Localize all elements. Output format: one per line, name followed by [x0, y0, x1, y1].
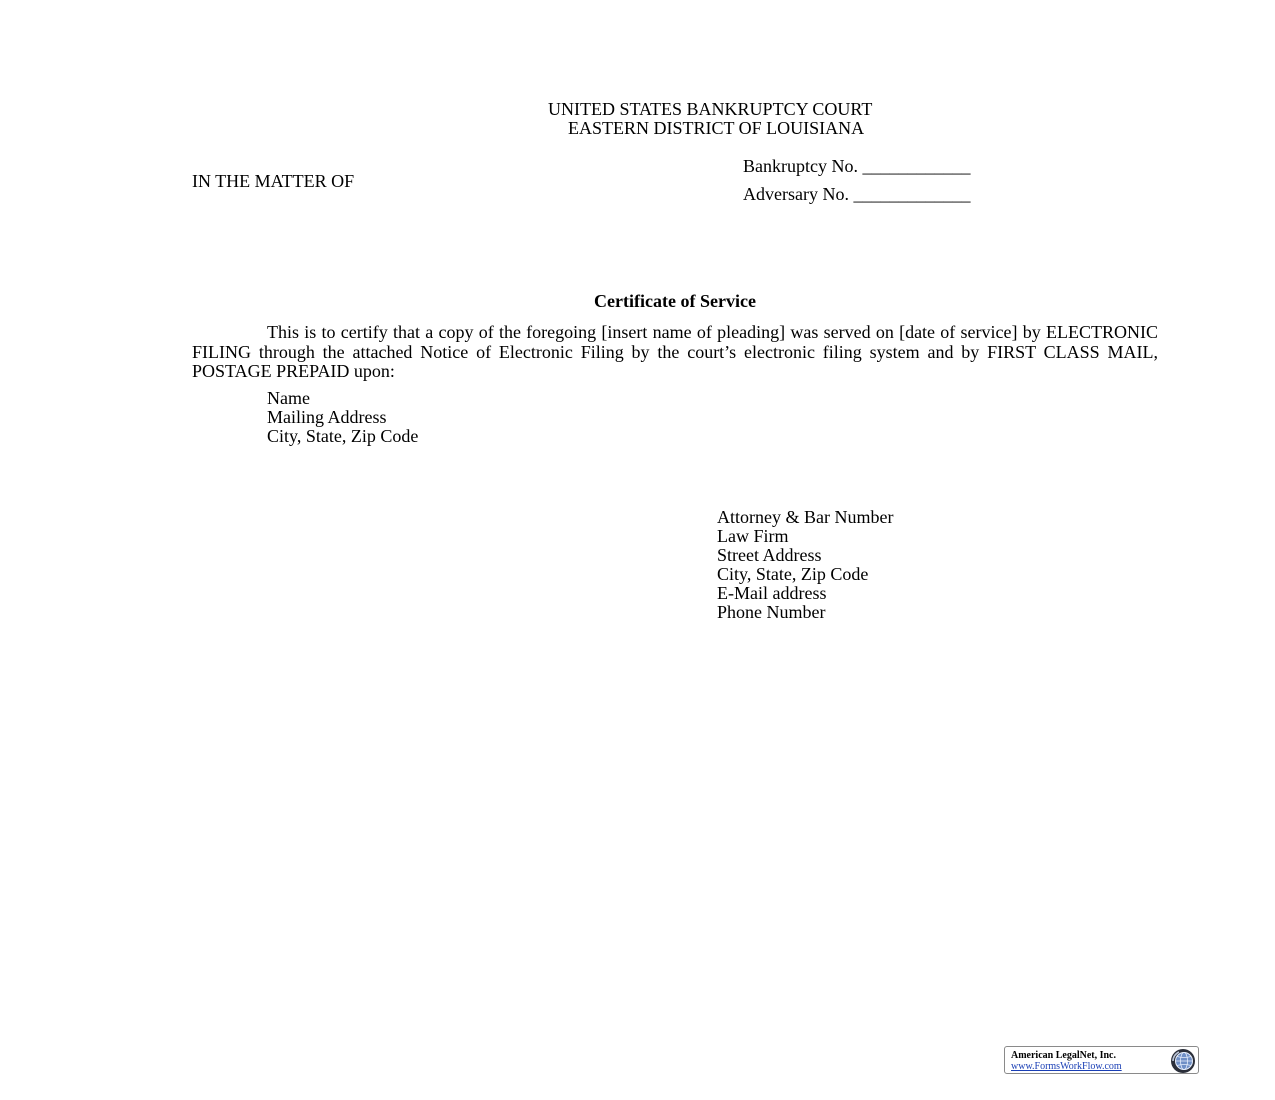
- globe-icon: [1170, 1048, 1196, 1074]
- email-address: E-Mail address: [717, 583, 827, 603]
- phone-number: Phone Number: [717, 602, 826, 622]
- bankruptcy-number-field: Bankruptcy No. ____________: [743, 156, 971, 176]
- certification-text: This is to certify that a copy of the foregoing [insert name of pleading] was served on [date of service] by ELECTRONIC FILING through the attached Notice of Electronic Filing by the court’s electronic filing system and by FIRST CLASS MAIL, POSTAGE PREPAID upon:: [192, 322, 1158, 381]
- matter-label: IN THE MATTER OF: [192, 171, 355, 191]
- recipient-city-state-zip: City, State, Zip Code: [267, 426, 419, 446]
- city-state-zip: City, State, Zip Code: [717, 564, 869, 584]
- attorney-bar-number: Attorney & Bar Number: [717, 507, 894, 527]
- signature-block: [717, 508, 893, 622]
- adversary-number-field: Adversary No. _____________: [743, 184, 971, 204]
- street-address: Street Address: [717, 545, 822, 565]
- certification-paragraph: [192, 323, 1158, 382]
- court-name: UNITED STATES BANKRUPTCY COURT: [548, 99, 873, 119]
- recipient-block: [267, 389, 418, 446]
- recipient-name: Name: [267, 388, 310, 408]
- court-district: EASTERN DISTRICT OF LOUISIANA: [568, 118, 865, 138]
- law-firm: Law Firm: [717, 526, 789, 546]
- publisher-logo: [1004, 1046, 1199, 1074]
- recipient-mailing-address: Mailing Address: [267, 407, 387, 427]
- document-title: Certificate of Service: [594, 291, 756, 311]
- publisher-name: American LegalNet, Inc.: [1011, 1050, 1116, 1061]
- publisher-link[interactable]: www.FormsWorkFlow.com: [1011, 1061, 1122, 1072]
